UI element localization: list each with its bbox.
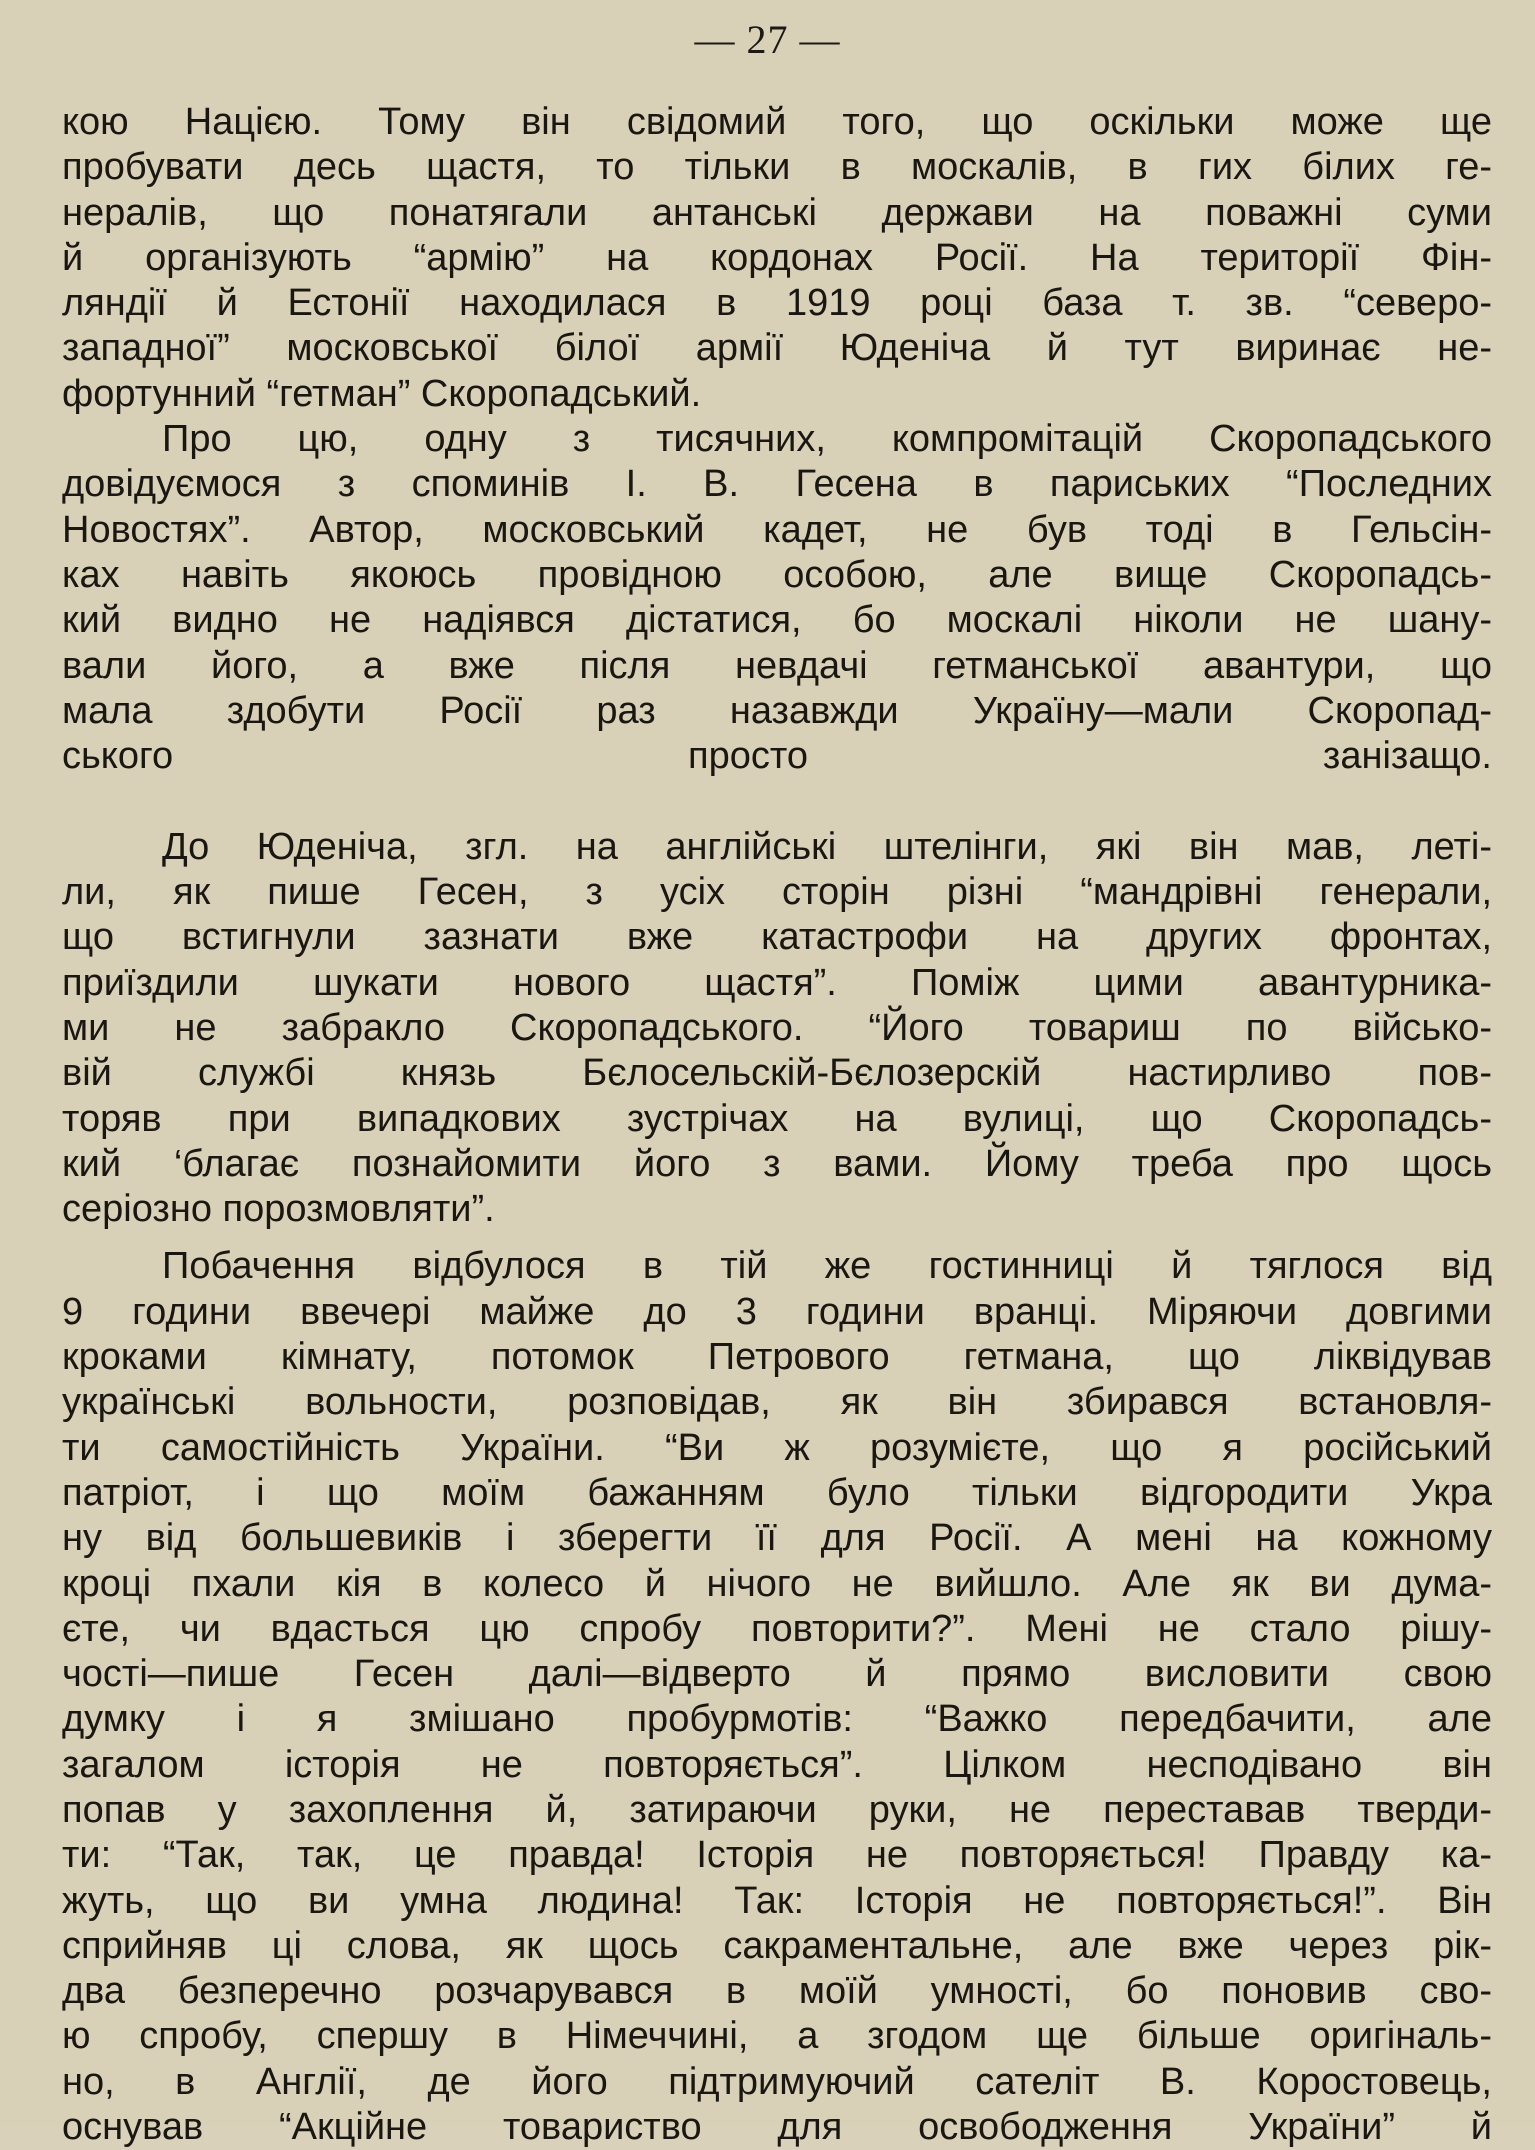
text-line: ли, як пише Гесен, з усіх сторін різні “мандрівні генерали, xyxy=(62,871,1492,914)
paragraph xyxy=(62,1244,1492,2150)
text-line: приїздили шукати нового щастя”. Поміж цими авантурника- xyxy=(62,961,1492,1004)
text-line: фортунний “гетман” Скоропадський. xyxy=(62,372,702,415)
paragraph xyxy=(62,417,1492,825)
text-line: й організують “армію” на кордонах Росії. На території Фін- xyxy=(62,236,1492,279)
text-line: кий ‘благає познайомити його з вами. Йому треба про щось xyxy=(62,1142,1492,1185)
text-line: До Юденіча, згл. на англійські штелінги, які він мав, летi- xyxy=(162,825,1492,868)
text-line: два безперечно розчарувався в моїй умності, бо поновив сво- xyxy=(62,1970,1492,2013)
paragraph xyxy=(62,825,1492,1233)
text-line: оснував “Акційне товариство для освободження України” й xyxy=(62,2106,1492,2149)
text-line: ти самостійність України. “Ви ж розумієте, що я російський xyxy=(62,1426,1492,1469)
paragraph xyxy=(62,100,1492,417)
text-line: нералів, що понатягали антанські держави на поважні суми xyxy=(62,191,1492,234)
text-line: що встигнули зазнати вже катастрофи на других фронтах, xyxy=(62,916,1492,959)
text-line: вій службі князь Бєлосельскій-Бєлозерскій настирливо пов- xyxy=(62,1052,1492,1095)
text-line: загалом історія не повторяється”. Цілком несподівано він xyxy=(62,1743,1492,1786)
text-line: патріот, і що моїм бажанням було тільки відгородити Укра xyxy=(62,1471,1492,1514)
text-line: довідуємося з споминів І. В. Гесена в париських “Последних xyxy=(62,463,1492,506)
text-line: серіозно порозмовляти”. xyxy=(62,1188,495,1231)
text-line: Новостях”. Автор, московський кадет, не був тоді в Гельсін- xyxy=(62,508,1492,551)
text-line: чості—пише Гесен далі—відверто й прямо висловити свою xyxy=(62,1653,1492,1696)
text-line xyxy=(62,779,1492,824)
text-line: українські вольности, розповідав, як він збирався встановля- xyxy=(62,1381,1492,1424)
text-line: западної” московської білої армії Юденіча й тут виринає не- xyxy=(62,327,1492,370)
text-line: Побачення відбулося в тій же гостинниці й тяглося від xyxy=(162,1245,1492,1288)
text-line: 9 години ввечері майже до 3 години вранці. Міряючи довгими xyxy=(62,1290,1492,1333)
text-line: но, в Англії, де його підтримуючий сателіт В. Коростовець, xyxy=(62,2060,1492,2103)
text-line: Про цю, одну з тисячних, компромітацій Скоропадського xyxy=(162,418,1492,461)
text-line: кий видно не надіявся дістатися, бо москалі ніколи не шану- xyxy=(62,599,1492,642)
text-line: ми не забракло Скоропадського. “Його товариш по військо- xyxy=(62,1006,1492,1049)
text-line: жуть, що ви умна людина! Так: Історія не повторяється!”. Він xyxy=(62,1879,1492,1922)
text-line: кроці пхали кія в колесо й нічого не вийшло. Але як ви дума- xyxy=(62,1562,1492,1605)
text-line: ках навіть якоюсь провідною особою, але вище Скоропадсь- xyxy=(62,553,1492,596)
text-line: мала здобути Росії раз назавжди Україну—мали Скоропад- xyxy=(62,689,1492,732)
text-line: ю спробу, спершу в Німеччині, а згодом ще більше оригіналь- xyxy=(62,2015,1492,2058)
text-line: пробувати десь щастя, то тільки в москалів, в гих білих ге- xyxy=(62,146,1492,189)
page-text xyxy=(62,100,1492,2150)
text-line: ляндії й Естонії находилася в 1919 році база т. зв. “северо- xyxy=(62,282,1492,325)
text-line: попав у захоплення й, затираючи руки, не переставав тверди- xyxy=(62,1788,1492,1831)
page-number: — 27 — xyxy=(694,17,841,62)
text-line: ського просто занізащо. xyxy=(62,735,1492,778)
text-line: єте, чи вдасться цю спробу повторити?”. Мені не стало рішу- xyxy=(62,1607,1492,1650)
text-line: ну від большевиків і зберегти її для Росії. А мені на кожному xyxy=(62,1517,1492,1560)
text-line: кроками кімнату, потомок Петрового гетмана, що ліквідував xyxy=(62,1336,1492,1379)
text-line: думку і я змішано пробурмотів: “Важко передбачити, але xyxy=(62,1698,1492,1741)
text-line: торяв при випадкових зустрічах на вулиці, що Скоропадсь- xyxy=(62,1097,1492,1140)
text-line: вали його, а вже після невдачі гетманської авантури, що xyxy=(62,644,1492,687)
text-line: сприйняв ці слова, як щось сакраментальне, але вже через рік- xyxy=(62,1924,1492,1967)
paragraph-gap xyxy=(62,1232,1492,1244)
text-line: кою Нацією. Тому він свідомий того, що оскільки може ще xyxy=(62,101,1492,143)
text-line: ти: “Так, так, це правда! Історія не повторяється! Правду ка- xyxy=(62,1834,1492,1877)
